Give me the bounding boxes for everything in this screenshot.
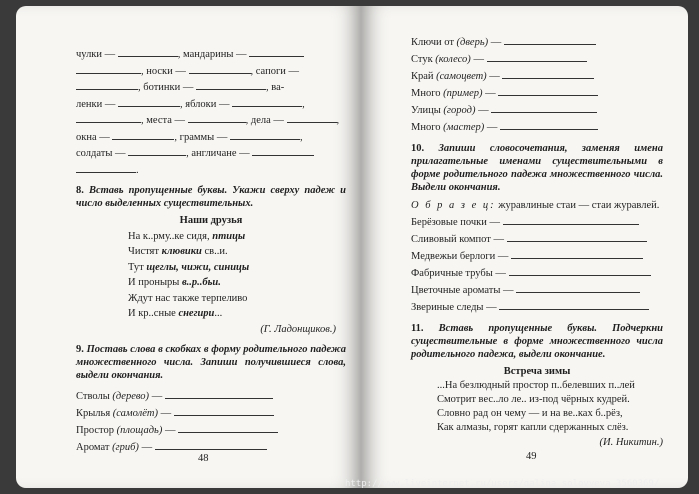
exercise-item: Медвежьи берлоги — [411, 248, 663, 265]
answer-blank[interactable] [196, 79, 266, 90]
blanks-row: окна — , граммы — , [76, 129, 346, 146]
blanks-row: ленки — , яблоки — , [76, 96, 346, 113]
poem-line: И кр..сные снегири... [128, 308, 223, 319]
answer-blank[interactable] [188, 112, 246, 123]
exercise-item: Фабричные трубы — [411, 265, 663, 282]
source-watermark: http://www.liveinternet.ru/users/galina_solovyeva_3560369/ [345, 479, 660, 489]
poem [128, 229, 346, 322]
answer-blank[interactable] [232, 96, 302, 107]
answer-blank[interactable] [230, 129, 300, 140]
poem-author: (Г. Ладонщиков.) [260, 323, 336, 335]
blanks-row: , места — , дела — , [76, 112, 346, 129]
word: яблоки — [185, 98, 230, 110]
answer-blank[interactable] [249, 46, 304, 57]
task-9-instruction [76, 343, 346, 382]
sample: О б р а з е ц: журавлиные стаи — стаи журавлей. [411, 200, 660, 211]
right-page [361, 6, 688, 488]
blanks-row: , носки — , сапоги — [76, 63, 346, 80]
poem-author: (И. Никитин.) [599, 437, 663, 448]
poem-title: Наши друзья [179, 215, 243, 226]
answer-blank[interactable] [498, 85, 598, 96]
blanks-row: . [76, 162, 346, 179]
task-8-instruction [76, 184, 346, 210]
poem-line: Словно рад он чему — и на ве..ках б..рёз, [437, 408, 623, 419]
task-10-instruction [411, 142, 663, 194]
answer-blank[interactable] [504, 34, 596, 45]
answer-blank[interactable] [516, 282, 640, 293]
blanks-row: , ботинки — , ва- [76, 79, 346, 96]
poem-line: Смотрит вес..ло ле.. из-под чёрных кудрей. [437, 394, 630, 405]
exercise-item: Много (мастер) — [411, 119, 663, 136]
left-page [16, 6, 361, 488]
exercise-item: Край (самоцвет) — [411, 68, 663, 85]
answer-blank[interactable] [491, 102, 597, 113]
answer-blank[interactable] [511, 248, 643, 259]
answer-blank[interactable] [507, 231, 647, 242]
poem [437, 379, 663, 435]
exercise-item: Улицы (город) — [411, 102, 663, 119]
poem-line: ...На безлюдный простор п..белевших п..лей [437, 380, 635, 391]
answer-blank[interactable] [287, 112, 337, 123]
word: ленки — [76, 98, 116, 110]
answer-blank[interactable] [509, 265, 651, 276]
task-9-items [76, 388, 346, 456]
answer-blank[interactable] [502, 68, 594, 79]
answer-blank[interactable] [128, 145, 186, 156]
exercise-item: Звериные следы — [411, 299, 663, 316]
word: места — [146, 115, 185, 126]
word: носки — [146, 65, 186, 77]
answer-blank[interactable] [76, 162, 136, 173]
answer-blank[interactable] [174, 405, 274, 416]
task-11-instruction [411, 322, 663, 361]
continued-items [411, 34, 663, 136]
poem-title: Встреча зимы [503, 365, 571, 377]
word: дела — [250, 115, 284, 126]
poem-line: И проныры в..р..бьи. [128, 277, 221, 288]
answer-blank[interactable] [76, 63, 141, 74]
exercise-item: Берёзовые почки — [411, 214, 663, 231]
exercise-item: Сливовый компот — [411, 231, 663, 248]
task-number: 10. [411, 143, 425, 154]
word: мандарины — [183, 49, 247, 60]
blanks-row: чулки — , мандарины — [76, 46, 346, 63]
word: ботинки — [143, 82, 194, 93]
exercise-item: Аромат (гриб) — [76, 439, 346, 456]
answer-blank[interactable] [189, 63, 251, 74]
left-page-content [76, 46, 346, 456]
exercise-item: Стволы (дерево) — [76, 388, 346, 405]
word: чулки — [76, 49, 116, 60]
blanks-row: солдаты — , англичане — [76, 145, 346, 162]
answer-blank[interactable] [155, 439, 267, 450]
word: сапоги — [255, 65, 299, 77]
word: англичане — [191, 148, 250, 159]
poem-line: Как алмазы, горят капли сдержанных слёз. [437, 422, 629, 433]
answer-blank[interactable] [118, 96, 180, 107]
word: ва- [271, 82, 285, 93]
page-number: 48 [198, 453, 209, 464]
exercise-item: Стук (колесо) — [411, 51, 663, 68]
exercise-item: Много (пример) — [411, 85, 663, 102]
task-text: Поставь слова в скобках в форму родительного падежа множественного числа. Запиши получившиеся слова, выдели окончания. [76, 344, 346, 381]
poem-line: Ждут нас также терпеливо [128, 292, 248, 304]
answer-blank[interactable] [178, 422, 278, 433]
answer-blank[interactable] [112, 129, 174, 140]
exercise-item: Ключи от (дверь) — [411, 34, 663, 51]
task-text: Вставь пропущенные буквы. Укажи сверху падеж и число выделенных существительных. [76, 185, 347, 209]
answer-blank[interactable] [487, 51, 587, 62]
answer-blank[interactable] [165, 388, 273, 399]
poem-line: Тут щеглы, чижи, синицы [128, 261, 250, 273]
exercise-item: Крылья (самолёт) — [76, 405, 346, 422]
word: солдаты — [76, 148, 126, 159]
answer-blank[interactable] [500, 119, 598, 130]
task-number: 8. [76, 185, 84, 196]
task-text: Вставь пропущенные буквы. Подчеркни существительные в форме множественного числа родительного падежа, выдели окончание. [411, 322, 663, 360]
answer-blank[interactable] [499, 299, 649, 310]
page-number: 49 [526, 451, 537, 462]
task-10-items [411, 214, 663, 316]
exercise-item: Цветочные ароматы — [411, 282, 663, 299]
poem-line: Чистят клювики св..и. [128, 246, 228, 257]
answer-blank[interactable] [252, 145, 314, 156]
answer-blank[interactable] [118, 46, 178, 57]
answer-blank[interactable] [76, 112, 141, 123]
exercise-item: Простор (площадь) — [76, 422, 346, 439]
poem-line: На к..рму..ке сидя, птицы [128, 230, 246, 242]
right-page-content [411, 34, 663, 451]
task-number: 11. [411, 322, 424, 334]
word: граммы — [179, 131, 228, 143]
word: окна — [76, 131, 110, 143]
answer-blank[interactable] [503, 214, 639, 225]
task-text: Запиши словосочетания, заменяя имена прилагательные именами существительными в форме родительного падежа множественного числа. Выдели окончания. [411, 143, 663, 193]
task-number: 9. [76, 344, 84, 355]
book-spread [16, 6, 688, 488]
answer-blank[interactable] [76, 79, 138, 90]
